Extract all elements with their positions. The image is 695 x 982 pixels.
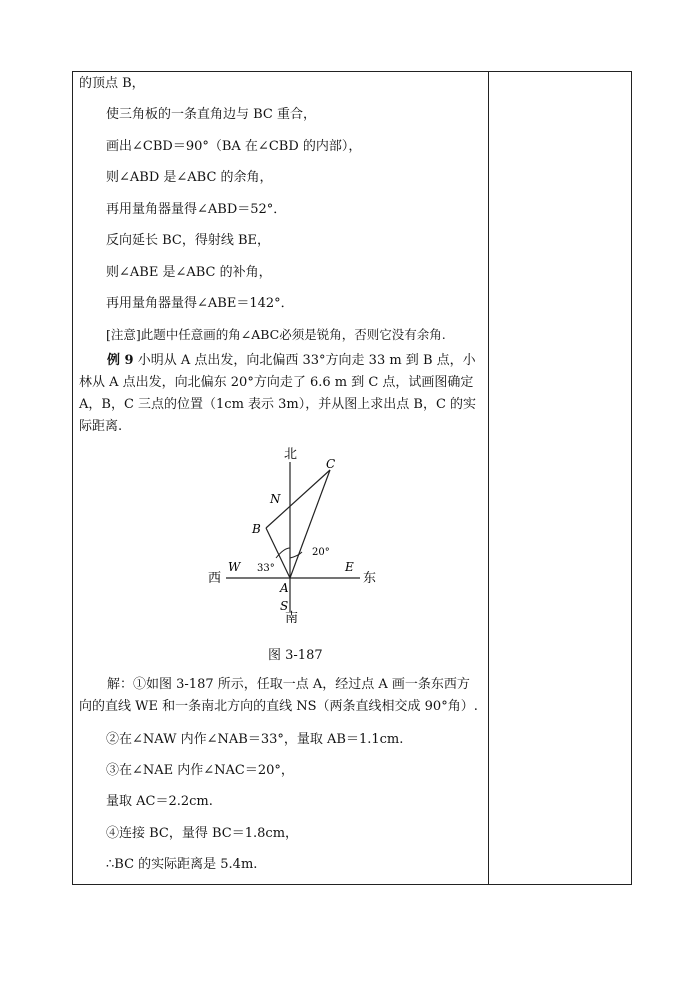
example-9: [79, 350, 479, 438]
solution-step-4: 量取 AC＝2.2cm.: [106, 794, 213, 809]
example-label: 例 9: [107, 353, 134, 368]
label-b: B: [252, 522, 261, 536]
solution-step-1: 解：①如图 3-187 所示，任取一点 A，经过点 A 画一条东西方向的直线 WE 和一条南北方向的直线 NS（两条直线相交成 90°角）.: [79, 677, 478, 714]
text-line: 画出∠CBD＝90°（BA 在∠CBD 的内部），: [106, 139, 362, 154]
label-a: A: [280, 581, 289, 595]
label-s: S: [280, 599, 289, 613]
angle-20: 20°: [312, 547, 330, 558]
label-n: N: [270, 492, 281, 506]
label-e: E: [345, 560, 354, 574]
column-divider: [488, 71, 489, 885]
angle-arc-c: [290, 552, 302, 558]
angle-33: 33°: [257, 563, 275, 574]
solution-step-5: ④连接 BC，量得 BC＝1.8cm，: [106, 826, 299, 841]
text-line: 再用量角器量得∠ABD＝52°．: [106, 202, 287, 217]
west-label: 西: [208, 571, 222, 586]
text-line: 反向延长 BC，得射线 BE，: [106, 233, 271, 248]
note-line: [注意]此题中任意画的角∠ABC必须是锐角，否则它没有余角.: [106, 327, 446, 342]
example-text: 小明从 A 点出发，向北偏西 33°方向走 33 m 到 B 点，小林从 A 点出发，向北偏东 20°方向走了 6.6 m 到 C 点，试画图确定 A，B，C 三点的位置（1cm 表示 3m），并从图上求出点 B，C 的实际距离.: [79, 353, 477, 434]
east-label: 东: [363, 571, 377, 586]
label-w: W: [228, 560, 241, 574]
north-label: 北: [284, 447, 298, 462]
text-line: 的顶点 B，: [79, 76, 145, 91]
solution-step-3: ③在∠NAE 内作∠NAC＝20°，: [106, 763, 294, 778]
figure-3-187: [200, 440, 390, 630]
figure-caption: 图 3-187: [268, 648, 323, 663]
text-line: 则∠ABE 是∠ABC 的补角，: [106, 265, 272, 280]
text-line: 再用量角器量得∠ABE＝142°．: [106, 296, 294, 311]
segment-ac: [290, 470, 330, 578]
solution-step-6: ∴BC 的实际距离是 5.4m.: [106, 857, 258, 872]
solution-step-2: ②在∠NAW 内作∠NAB＝33°，量取 AB＝1.1cm.: [106, 732, 404, 747]
south-label: 南: [285, 611, 299, 626]
label-c: C: [326, 457, 336, 471]
text-line: 则∠ABD 是∠ABC 的余角，: [106, 170, 273, 185]
text-line: 使三角板的一条直角边与 BC 重合，: [106, 107, 317, 122]
